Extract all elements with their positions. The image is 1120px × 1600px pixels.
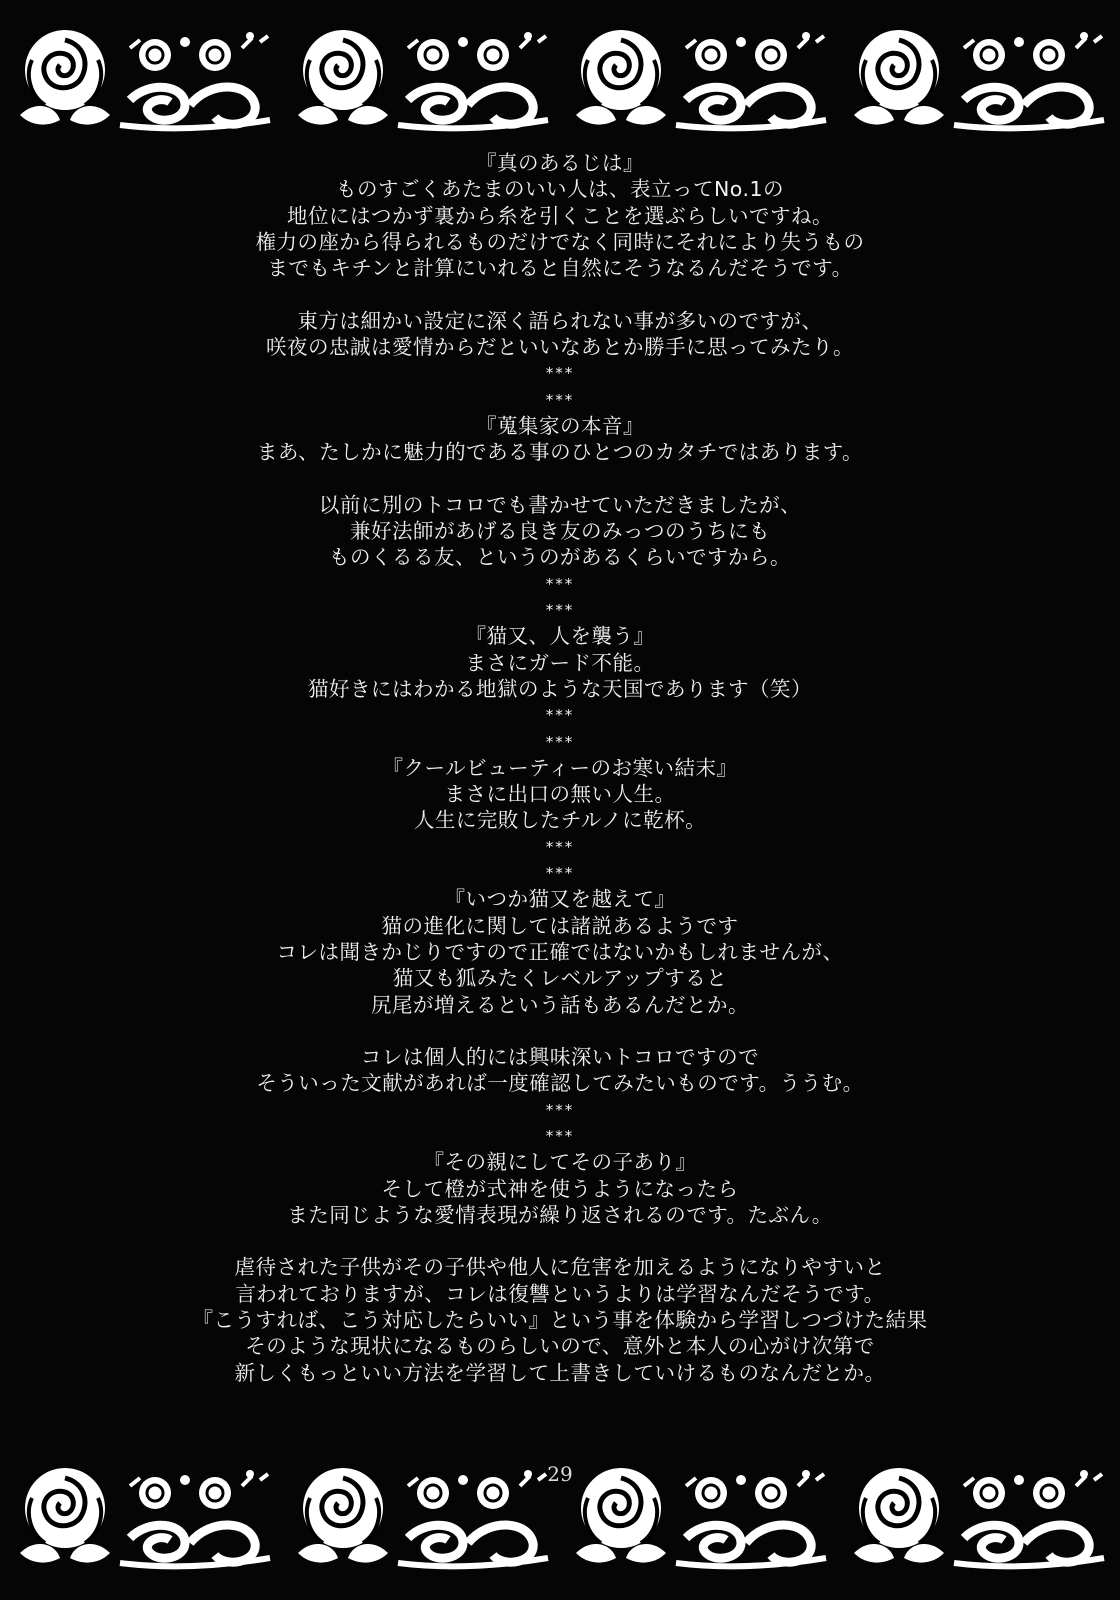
text-line: 『蒐集家の本音』	[476, 413, 644, 438]
text-line: 権力の座から得られるものだけでなく同時にそれにより失うもの	[255, 229, 865, 254]
text-line: 地位にはつかず裏から糸を引くことを選ぶらしいですね。	[287, 203, 833, 228]
paragraph-gap	[160, 1228, 960, 1254]
paragraph-gap	[160, 281, 960, 307]
text-block	[160, 150, 960, 1386]
text-line: 以前に別のトコロでも書かせていただきましたが、	[318, 492, 802, 517]
paragraph-gap	[160, 1018, 960, 1044]
text-line: 東方は細かい設定に深く語られない事が多いのですが、	[297, 308, 823, 333]
text-line: まさにガード不能。	[465, 650, 655, 675]
text-line: コレは個人的には興味深いトコロですので	[360, 1045, 760, 1070]
text-line: まあ、たしかに魅力的である事のひとつのカタチではあります。	[256, 440, 864, 465]
text-line: 新しくもっといい方法を学習して上書きしていけるものなんだとか。	[234, 1360, 886, 1385]
text-line: また同じような愛情表現が繰り返されるのです。たぶん。	[287, 1202, 833, 1227]
section-separator: ***	[545, 1126, 575, 1145]
text-line: 『いつか猫又を越えて』	[444, 887, 676, 912]
text-line: 『真のあるじは』	[476, 151, 644, 175]
bottom-rose-border	[0, 1458, 1120, 1583]
text-line: まさに出口の無い人生。	[444, 782, 676, 807]
section-separator: ***	[545, 864, 575, 883]
text-line: ものくるる友、というのがあるくらいですから。	[329, 545, 791, 570]
text-line: 兼好法師があげる良き友のみっつのうちにも	[350, 519, 770, 544]
text-line: そのような現状になるものらしいので、意外と本人の心がけ次第で	[245, 1334, 875, 1359]
text-line: 『クールビューティーのお寒い結末』	[382, 755, 738, 780]
text-line: 猫又も狐みたくレベルアップすると	[392, 966, 728, 991]
rose-border-icon	[0, 20, 1120, 145]
text-line: 咲夜の忠誠は愛情からだといいなあとか勝手に思ってみたり。	[266, 335, 854, 360]
page-number: 29	[547, 1462, 573, 1486]
section-separator: ***	[545, 837, 575, 856]
text-line: 猫の進化に関しては諸説あるようです	[381, 913, 739, 938]
text-line: までもキチンと計算にいれると自然にそうなるんだそうです。	[267, 256, 853, 281]
section-separator: ***	[545, 1100, 575, 1119]
text-line: 虐待された子供がその子供や他人に危害を加えるようになりやすいと	[234, 1255, 886, 1280]
top-rose-border	[0, 20, 1120, 145]
text-line: ものすごくあたまのいい人は、表立ってNo.1の	[335, 177, 785, 202]
text-line: 人生に完敗したチルノに乾杯。	[413, 808, 707, 833]
section-separator: ***	[545, 390, 575, 409]
text-line: 猫好きにはわかる地獄のような天国であります（笑）	[308, 676, 812, 701]
section-separator: ***	[545, 706, 575, 725]
text-line: 『こうすれば、こう対応したらいい』という事を体験から学習しつづけた結果	[192, 1308, 928, 1333]
text-line: 言われておりますが、コレは復讐というよりは学習なんだそうです。	[235, 1281, 885, 1306]
section-separator: ***	[545, 601, 575, 620]
text-line: コレは聞きかじりですので正確ではないかもしれませんが、	[276, 939, 844, 964]
section-separator: ***	[545, 364, 575, 383]
text-line: そういった文献があれば一度確認してみたいものです。ううむ。	[256, 1071, 864, 1096]
text-line: 『その親にしてその子あり』	[423, 1150, 697, 1175]
section-separator: ***	[545, 574, 575, 593]
text-line: 尻尾が増えるという話もあるんだとか。	[371, 992, 749, 1017]
rose-border-icon	[0, 1458, 1120, 1583]
text-line: 『猫又、人を襲う』	[465, 624, 655, 649]
text-line: そして橙が式神を使うようになったら	[381, 1176, 739, 1201]
section-separator: ***	[545, 732, 575, 751]
paragraph-gap	[160, 466, 960, 492]
